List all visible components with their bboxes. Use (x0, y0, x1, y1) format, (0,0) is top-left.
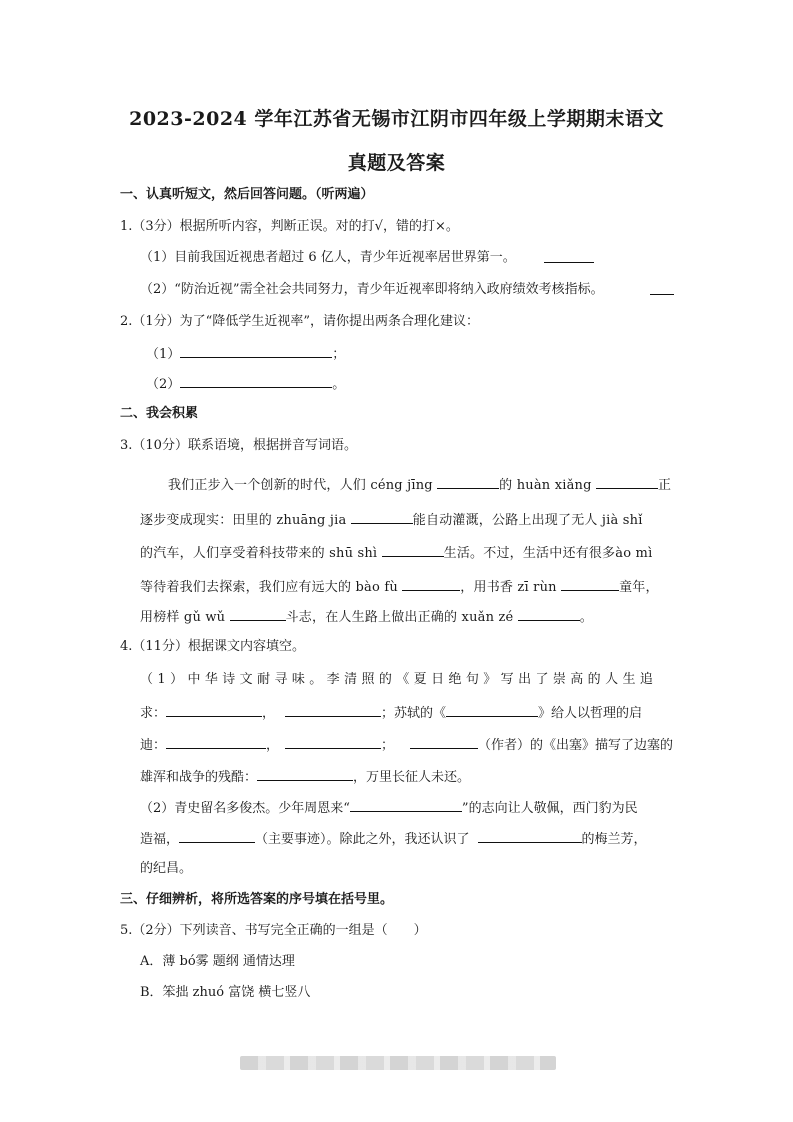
q3-text: 我们正步入一个创新的时代，人们 céng jīng (168, 478, 433, 493)
q1-item1-text: （1）目前我国近视患者超过 6 亿人，青少年近视率居世界第一。 (140, 250, 516, 265)
q2-stem: 2.（1分）为了“降低学生近视率”，请你提出两条合理化建议： (120, 314, 479, 329)
q4-blank-zhouenlai[interactable] (350, 798, 462, 812)
q3-blank-guwu[interactable] (230, 607, 286, 621)
q4-s1-line3 (140, 735, 673, 755)
q3-text: 。 (579, 610, 593, 625)
q3-text: 能自动灌溉，公路上出现了无人 jià shǐ (412, 513, 643, 528)
q3-blank-huanxiang[interactable] (596, 475, 658, 489)
q4-blank-poem2-a[interactable] (166, 735, 266, 749)
q4-text: ； (381, 738, 395, 753)
q4-blank-author[interactable] (410, 735, 478, 749)
q2-item1-answer-blank[interactable] (180, 344, 332, 358)
q3-blank-shushi[interactable] (382, 543, 444, 557)
q4-text: ， (266, 738, 280, 753)
q3-text: 的汽车，人们享受着科技带来的 shū shì (140, 546, 378, 561)
section1-heading: 一、认真听短文，然后回答问题。（听两遍） (120, 187, 374, 202)
q4-blank-poem1-b[interactable] (285, 703, 381, 717)
q4-text: 迪： (140, 738, 167, 753)
q4-s2-line2 (140, 829, 647, 849)
q4-blank-poem2-b[interactable] (285, 735, 381, 749)
q4-blank-sushi-title[interactable] (446, 703, 538, 717)
q4-text: 的梅兰芳， (581, 832, 647, 847)
q1-item2 (140, 281, 604, 299)
q3-para-line1 (168, 475, 671, 495)
q2-item2-answer-blank[interactable] (180, 374, 332, 388)
q4-s1-line2 (140, 703, 642, 723)
q3-text: 斗志，在人生路上做出正确的 xuǎn zé (285, 610, 514, 625)
q3-text: 生活。不过，生活中还有很多ào mì (443, 546, 653, 561)
q4-blank-meilanfang[interactable] (478, 829, 582, 843)
section3-heading: 三、仔细辨析，将所选答案的序号填在括号里。 (120, 892, 394, 907)
blurred-footer-watermark (240, 1056, 556, 1070)
q3-blank-cengjing[interactable] (437, 475, 499, 489)
q3-text: 逐步变成现实：田里的 zhuāng jia (140, 513, 347, 528)
q4-blank-poem1-a[interactable] (166, 703, 262, 717)
q5-stem: 5.（2分）下列读音、书写完全正确的一组是（ ） (120, 923, 427, 938)
q1-item1 (140, 249, 516, 267)
q4-s1-line4 (140, 767, 470, 787)
q4-text: （作者）的《出塞》描写了边塞的 (478, 738, 674, 753)
q4-text: ”的志向让人敬佩，西门豹为民 (461, 801, 638, 816)
q3-para-line2 (140, 510, 643, 530)
q2-item1 (146, 344, 345, 364)
q2-item2-prefix: （2） (146, 377, 181, 392)
q3-text: 用榜样 gǔ wǔ (140, 610, 226, 625)
q3-blank-zhuangjia[interactable] (351, 510, 413, 524)
q2-item2 (146, 374, 345, 394)
q3-para-line4 (140, 577, 659, 597)
q4-stem: 4.（11分）根据课文内容填空。 (120, 639, 305, 654)
q2-item1-suffix: ； (332, 347, 346, 362)
q1-item2-answer-blank[interactable] (650, 281, 674, 295)
q1-item1-answer-blank[interactable] (544, 249, 594, 263)
q3-text: 童年， (619, 580, 659, 595)
q5-option-a[interactable]: A．薄 bó雾 题纲 通情达理 (140, 954, 295, 969)
section2-heading: 二、我会积累 (120, 406, 199, 421)
q2-item2-suffix: 。 (332, 377, 346, 392)
q1-stem: 1.（3分）根据所听内容，判断正误。对的打√，错的打×。 (120, 219, 459, 234)
q3-blank-zirun[interactable] (561, 577, 619, 591)
q4-text: ；苏轼的《 (381, 706, 447, 721)
q2-item1-prefix: （1） (146, 347, 181, 362)
q3-para-line5 (140, 607, 593, 627)
q4-blank-chusai[interactable] (257, 767, 353, 781)
q3-text: 正 (657, 478, 672, 493)
exam-title-line1: 2023-2024 学年江苏省无锡市江阴市四年级上学期期末语文 (129, 108, 664, 130)
q5-option-b[interactable]: B．笨拙 zhuó 富饶 横七竖八 (140, 985, 311, 1000)
q3-stem: 3.（10分）联系语境，根据拼音写词语。 (120, 438, 357, 453)
q4-text: 求： (140, 706, 167, 721)
q4-text: ，万里长征人未还。 (353, 770, 471, 785)
exam-title-line2: 真题及答案 (347, 152, 446, 174)
q4-s2-line3: 的纪昌。 (140, 861, 193, 876)
q4-blank-ximenbao[interactable] (179, 829, 255, 843)
q4-text: （2）青史留名多俊杰。少年周恩来“ (140, 801, 350, 816)
q4-text: 造福， (140, 832, 180, 847)
q3-text: 等待着我们去探索，我们应有远大的 bào fù (140, 580, 398, 595)
q4-text: 雄浑和战争的残酷： (140, 770, 258, 785)
q3-blank-baofu[interactable] (402, 577, 460, 591)
q1-item2-text: （2）“防治近视”需全社会共同努力，青少年近视率即将纳入政府绩效考核指标。 (140, 282, 604, 297)
q4-s2-line1 (140, 798, 638, 818)
q3-blank-xuanze[interactable] (518, 607, 580, 621)
q4-text: （主要事迹）。除此之外，我还认识了 (255, 832, 470, 847)
q4-s1-line1: （1）中华诗文耐寻味。李清照的《夏日绝句》写出了崇高的人生追 (140, 672, 658, 687)
q3-para-line3 (140, 543, 652, 563)
q3-text: 的 huàn xiǎng (499, 478, 592, 493)
q4-text: 》给人以哲理的启 (538, 706, 643, 721)
q4-text: ， (262, 706, 276, 721)
q3-text: ，用书香 zī rùn (460, 580, 557, 595)
